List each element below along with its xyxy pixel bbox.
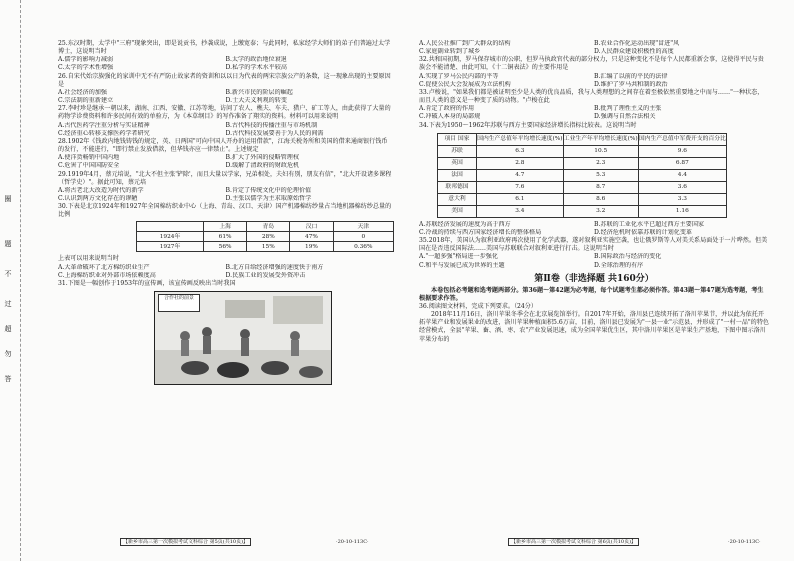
option: C.冷战的持续与西方国家经济增长的整体格局 [419,228,542,236]
table-cell: 联邦德国 [438,181,477,193]
question-32-options [419,73,769,89]
question-35-stem: 35.2018年，美国认为叙利亚政府再次使用了化学武器，遂对叙利亚实施空袭，也让俄罗斯等人对美关系局面处于一片哗然。但美国在是否违反国际法……美国与苏联联合对叙利亚进行打击。这说明当时 [419,237,768,253]
option: C.冲破人本身的局部规 [419,113,481,121]
option: C.经济重心转移支撑医药学者研究 [58,129,150,137]
footer-label: 【新乡市高三第一次模拟考试文科综合 第5页(共10页)】 [120,538,251,546]
binding-margin [0,0,21,561]
option: A.肯定了政府的作用 [419,105,475,113]
footer-left-code: ·20-10-113C· [336,539,369,545]
question-29-stem: 29.1919年4月，蔡元培说，"北大不但主张'铲除'，而且大量以学家，兄弟相处，夫妇有别，朋友有信"，"北大开设诸多课程（哲学史）"。据此可知，蔡元培 [58,170,392,186]
option: D.主张以儒学为主求取原始哲学 [225,194,312,202]
option: B.汇编了以前的平民的法律 [594,72,668,80]
footer-right [508,538,639,546]
table-row [438,169,727,181]
option: A.苏联经济发展的速度为高于西方 [419,220,511,228]
question-34-stem: 34.下表为1950～1962年苏联与西方主要国家经济增长指标比较表。这说明当时 [419,121,637,129]
table-cell: 19% [290,242,333,252]
table-cell: 青岛 [247,222,290,232]
table-cell: 1.16 [638,205,726,217]
left-column [58,40,393,387]
question-27-options [58,122,393,138]
table-cell: 工业生产年平均增长速度(%) [563,133,638,145]
margin-char: 超 [4,325,12,332]
question-30-options [58,264,393,280]
table-cell: 0.36% [333,242,393,252]
table-cell: 上海 [204,222,247,232]
option: C.促使公民大会发展成为立法机构 [419,80,511,88]
right-column [419,40,769,344]
option: A.大革命破坏了北方棉纺织业生产 [58,263,150,271]
option: A.儒学的影响力减弱 [58,56,114,64]
table-cell: 项目 国家 [438,133,477,145]
question-31-options [419,40,769,56]
table-row [438,205,727,217]
option: A.社会经济的加强 [58,88,107,96]
option: A.人民公社推广到广大群众的结构 [419,40,511,47]
margin-char: 答 [4,375,12,382]
question-36-material: 2018年11月16日，洛川苹果冬季会在北京展览馆举行。自2017年开始，洛川县已连续开拓了洛川苹果节，并以此为依托开拓苹果产业和发展果业的改进，洛川苹果种植面积5.6万亩，目前，洛川县已发展为"一县一业"示范县，并形成了"一村一品"的特色经营模式，全县"苹果、畜、酒、枣、农"产业发展迅速，成为全国苹果优生区，其中洛川苹果区是苹果生产基地，下图中图示洛川苹果分布的 [419,311,769,343]
option: C.上海棉纺织业对外部市场依赖度高 [58,271,156,279]
table-cell: 3.6 [638,181,726,193]
option: D.士大夫义利观的转变 [225,97,287,105]
option: D.维护了罗马共和制的政治 [594,80,668,88]
margin-char: 过 [4,300,12,307]
table-cell: 10.5 [563,145,638,157]
table-cell: 英国 [438,157,477,169]
table-cell: 国内生产总值年平均增长速度(%) [477,133,564,145]
table-row [438,157,727,169]
option: D.强调与自然合法相关 [594,113,656,121]
table-cell: 15% [247,242,290,252]
question-26-stem: 26.自宋代始宗族强化的家训中无不有严防止故家者的资训和以以日为代表的两宋宗族公产的条数，这一现象出现的主要原因是 [58,72,391,88]
table-cell: 意大利 [438,193,477,205]
table-cell: 4.7 [477,169,564,181]
table-row [137,242,394,252]
table-cell: 3.3 [638,193,726,205]
table-cell: 6.1 [477,193,564,205]
option: B.批判了理性主义的主张 [594,105,662,113]
table-cell: 0 [333,232,393,242]
margin-char: 勿 [4,350,12,357]
option: C.认识到两方文化存在的谬陋 [58,194,138,202]
table-cell: 美国 [438,205,477,217]
option: A."一超多强"格局进一步强化 [419,253,498,261]
poster-illustration [155,292,331,384]
table-cell: 6.87 [638,157,726,169]
question-25-stem: 25.东汉时期，太学中"三府"现象突出，即是说贡书，抄袭成说，上缴宽泰；与此同时，私家经学大师们的弟子们普遍过太学博士，这说明当时 [58,40,391,56]
option: B.国际政治与经济的变化 [594,253,662,261]
option: B.苏联的工业化水平已超过西方主要国家 [594,220,705,228]
option: A.将古老北大改造为时代的新学 [58,186,144,194]
table-cell: 2.3 [563,157,638,169]
question-30-substem: 上表可以用来说明当时 [58,255,119,263]
table-header-row [438,133,727,145]
cotton-share-table [136,221,394,252]
table-cell: 8.7 [563,181,638,193]
table-row [137,232,394,242]
question-28-options [58,154,393,170]
table-cell: 1924年 [137,232,204,242]
table-cell: 56% [204,242,247,252]
margin-char: 不 [4,270,12,277]
option: C.宗法制的重新建立 [58,97,114,105]
table-cell: 4.4 [638,169,726,181]
table-cell: 国内生产总值中军费开支的百分比 [638,133,726,145]
option: B.农业合作化运动出现"冒进"风 [594,40,680,47]
table-cell: 2.8 [477,157,564,169]
option: C.家庭副业转到了城乡 [419,48,481,56]
question-28-stem: 28.1902年《钱政内地钱铸钱的规定，英、日两国"可向中国人开办的运用借款"，江海关税务所和美国的借来通商银行钱币的发行，不能进行，"即行禁止发放借款，但华钱亦应一律禁止"。上述规定 [58,137,388,154]
table-cell: 9.6 [638,145,726,157]
propaganda-poster-image [154,291,332,385]
footer-label: 【新乡市高三第一次模拟考试文科综合 第6页(共10页)】 [508,538,639,546]
table-cell: 8.6 [563,193,638,205]
question-29-options [58,187,393,203]
table-cell: 汉口 [290,222,333,232]
option: D.经济危机时依靠苏联的计划化变革 [594,228,693,236]
question-34-options [419,221,769,237]
table-cell: 法国 [438,169,477,181]
table-cell [137,222,204,232]
question-26-options [58,89,393,105]
section-instructions: 本卷包括必考题和选考题两部分。第36题～第42题为必考题，每个试题考生都必须作答。第43题～第47题为选考题，考生根据要求作答。 [419,286,764,302]
option: D.人民群众建设积极性的高度 [594,48,674,56]
poster-caption: 合作社的前景 [158,294,200,312]
margin-char: 题 [4,240,12,247]
option: B.古代科技的传播注重与市场机制 [225,121,318,129]
table-row [438,145,727,157]
question-33-options [419,105,769,121]
footer-left [120,538,251,546]
footer-right-code: ·20-10-113C· [728,539,761,545]
table-cell: 3.2 [563,205,638,217]
option: D.全球治理的有序 [594,261,644,269]
option: A.实现了罗马公民内部的平等 [419,72,499,80]
option: A.使洋货畅销中国内地 [58,154,120,162]
section-title: 第Ⅱ卷（非选择题 共160分） [534,273,654,284]
question-35-options [419,253,769,269]
table-cell: 5.3 [563,169,638,181]
option: B.肯定了传统文化中的伦理价值 [225,186,312,194]
option: A.古代医药学注重分析与实证精神 [58,121,150,129]
option: C.危害了中国国防安全 [58,162,120,170]
table-cell: 28% [247,232,290,242]
option: B.太学的政治地位衰退 [225,56,287,64]
economic-growth-table [437,133,727,218]
margin-char: 圈 [4,195,12,202]
question-33-stem: 33.卢梭说，"如果我们都是被证明至少是人类的优良品质，我与人类理想的之间存在着至极依然重要地之中而与……"一种状态，而且人类的意义是一种变了质的动物。"卢梭在此 [419,88,764,105]
question-36-stem: 36.阅读图文材料，完成下列要求。（24分） [419,302,537,310]
table-cell: 7.6 [477,181,564,193]
option: B.新兴市民的阶层的崛起 [225,88,293,96]
option: C.太学的学术性增强 [58,64,114,72]
table-cell: 6.3 [477,145,564,157]
option: D.民族工业的发展受外资冲击 [225,271,306,279]
table-cell: 苏联 [438,145,477,157]
table-cell: 47% [290,232,333,242]
option: D.缓解了清政府的财政危机 [225,162,300,170]
option: D.私学的学术水平较高 [225,64,287,72]
table-cell: 3.4 [477,205,564,217]
option: B.北方自给经济增强的速度快于南方 [225,263,324,271]
question-30-stem: 30.下表是北京1924年和1927年全国棉纺织业中心（上海、青岛、汉口、天津）国产机器棉纺纱量占当地机器棉纺纱总量的比例 [58,203,392,219]
option: C.和平与发展已成为世界的主题 [419,261,505,269]
table-row [438,181,727,193]
question-27-stem: 27.李时珍是继承一朝以来，湖南、江西、安徽、江苏等地，访问了农人、樵夫、车夫、猎户、矿工等人，由此获得了大量的药物学诊费资料和许多民间有效的单验方，为《本草纲目》的写作准备了翔实的资料。材料可以用来说明 [58,105,391,121]
question-25-options [58,56,393,72]
table-cell: 天津 [333,222,393,232]
table-cell: 61% [204,232,247,242]
question-32-stem: 32.共和国初期，罗马保存城市的公职，但罗马执政官代表的部分权力，只是这种变化不是每个人民都重新会事，这使得平民与贵族会不能清楚、由此可知，《十二铜表法》的主要作用是 [419,56,764,72]
question-31-stem: 31.下图是一幅创作于1953年的宣传画，该宣传画反映出当时我国 [58,279,236,287]
table-header-row [137,222,394,232]
table-cell: 1927年 [137,242,204,252]
option: B.扩大了外国的侵略管理权 [225,154,299,162]
table-row [438,193,727,205]
option: D.古代科技发展要善于为人民的间需 [225,129,324,137]
